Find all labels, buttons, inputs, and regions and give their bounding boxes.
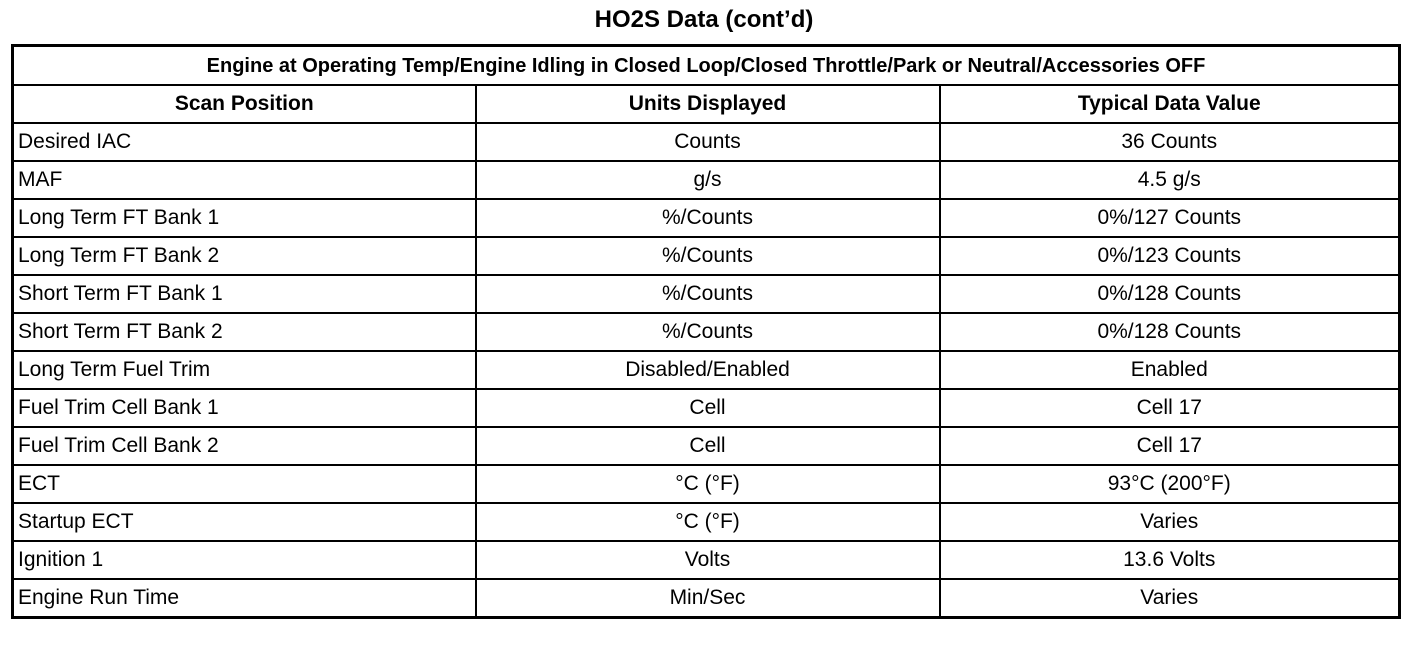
- condition-header: Engine at Operating Temp/Engine Idling in Closed Loop/Closed Throttle/Park or Neutral/Accessories OFF: [13, 46, 1400, 86]
- units-displayed-cell: %/Counts: [476, 313, 940, 351]
- typical-value-cell: Varies: [940, 503, 1400, 541]
- units-displayed-cell: g/s: [476, 161, 940, 199]
- typical-value-cell: 36 Counts: [940, 123, 1400, 161]
- table-row: [13, 237, 1400, 275]
- scan-position-cell: Long Term FT Bank 1: [13, 199, 476, 237]
- scan-position-cell: Desired IAC: [13, 123, 476, 161]
- units-displayed-cell: %/Counts: [476, 275, 940, 313]
- scan-position-cell: Fuel Trim Cell Bank 1: [13, 389, 476, 427]
- typical-value-cell: 0%/128 Counts: [940, 313, 1400, 351]
- condition-row: [13, 46, 1400, 86]
- column-header-typical-data-value: Typical Data Value: [940, 85, 1400, 123]
- table-row: [13, 351, 1400, 389]
- typical-value-cell: Varies: [940, 579, 1400, 618]
- table-row: [13, 579, 1400, 618]
- units-displayed-cell: °C (°F): [476, 503, 940, 541]
- typical-value-cell: Cell 17: [940, 389, 1400, 427]
- table-row: [13, 427, 1400, 465]
- scan-position-cell: ECT: [13, 465, 476, 503]
- table-row: [13, 275, 1400, 313]
- table-row: [13, 123, 1400, 161]
- typical-value-cell: 0%/127 Counts: [940, 199, 1400, 237]
- scan-position-cell: Startup ECT: [13, 503, 476, 541]
- typical-value-cell: 0%/128 Counts: [940, 275, 1400, 313]
- column-header-units-displayed: Units Displayed: [476, 85, 940, 123]
- units-displayed-cell: %/Counts: [476, 199, 940, 237]
- table-row: [13, 389, 1400, 427]
- units-displayed-cell: Volts: [476, 541, 940, 579]
- table-row: [13, 465, 1400, 503]
- page-title: HO2S Data (cont’d): [594, 6, 814, 33]
- units-displayed-cell: Counts: [476, 123, 940, 161]
- scan-position-cell: Long Term FT Bank 2: [13, 237, 476, 275]
- scan-position-cell: Short Term FT Bank 2: [13, 313, 476, 351]
- units-displayed-cell: Cell: [476, 389, 940, 427]
- typical-value-cell: 4.5 g/s: [940, 161, 1400, 199]
- table-row: [13, 199, 1400, 237]
- ho2s-data-table: [11, 44, 1401, 619]
- table-row: [13, 161, 1400, 199]
- scan-position-cell: Engine Run Time: [13, 579, 476, 618]
- scan-position-cell: Ignition 1: [13, 541, 476, 579]
- column-header-row: [13, 85, 1400, 123]
- table-row: [13, 541, 1400, 579]
- table-row: [13, 313, 1400, 351]
- units-displayed-cell: Cell: [476, 427, 940, 465]
- scan-position-cell: Long Term Fuel Trim: [13, 351, 476, 389]
- typical-value-cell: 13.6 Volts: [940, 541, 1400, 579]
- typical-value-cell: Enabled: [940, 351, 1400, 389]
- units-displayed-cell: Disabled/Enabled: [476, 351, 940, 389]
- table-row: [13, 503, 1400, 541]
- scan-position-cell: Short Term FT Bank 1: [13, 275, 476, 313]
- typical-value-cell: Cell 17: [940, 427, 1400, 465]
- scan-position-cell: MAF: [13, 161, 476, 199]
- units-displayed-cell: %/Counts: [476, 237, 940, 275]
- scan-position-cell: Fuel Trim Cell Bank 2: [13, 427, 476, 465]
- units-displayed-cell: Min/Sec: [476, 579, 940, 618]
- units-displayed-cell: °C (°F): [476, 465, 940, 503]
- typical-value-cell: 0%/123 Counts: [940, 237, 1400, 275]
- column-header-scan-position: Scan Position: [13, 85, 476, 123]
- typical-value-cell: 93°C (200°F): [940, 465, 1400, 503]
